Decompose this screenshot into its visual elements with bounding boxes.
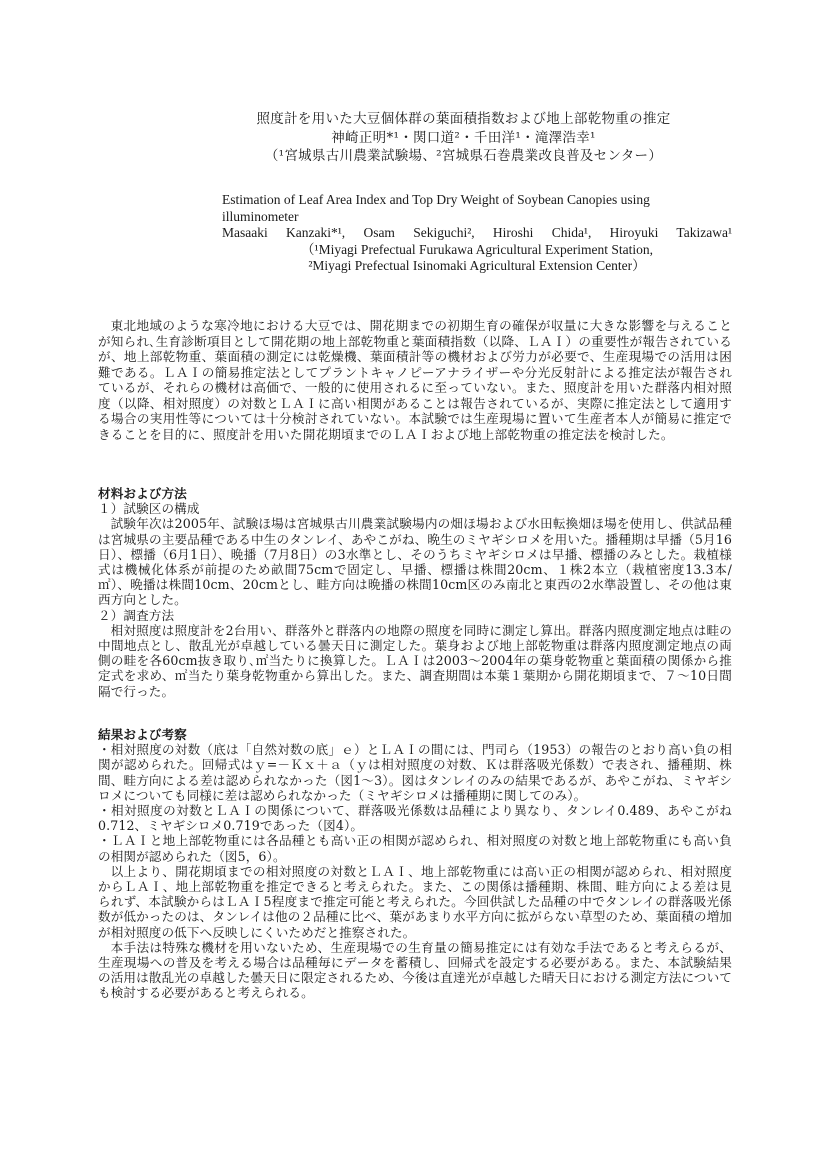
- introduction: [98, 318, 732, 442]
- japanese-authors: 神崎正明*¹・関口道²・千田洋¹・滝澤浩幸¹: [331, 129, 596, 146]
- methods-heading: 材料および方法: [98, 486, 187, 501]
- results-heading: 結果および考察: [98, 727, 187, 742]
- results-bullet-3: ・ＬＡＩと地上部乾物重には各品種とも高い正の相関が認められ、相対照度の対数と地上部乾物重にも高い負の相関が認められた（図5，6）。: [98, 833, 732, 864]
- results-paragraph-1: 以上より、開花期頃までの相対照度の対数とＬＡＩ、地上部乾物重には高い正の相関が認められ、相対照度からＬＡＩ、地上部乾物重を推定できると考えられた。また、この関係は播種期、株間、畦方向による差は見られず、本試験からはＬＡＩ5程度まで推定可能と考えられた。今回供試した品種の中でタンレイの群落吸光係数が低かったのは、タンレイは他の２品種に比べ、葉があまり水平方向に拡がらない草型のため、葉面積の増加が相対照度の低下へ反映しにくいためだと推察された。: [98, 863, 732, 940]
- japanese-title: 照度計を用いた大豆個体群の葉面積指数および地上部乾物重の推定: [256, 111, 671, 127]
- english-affiliation-2: ²Miyagi Prefectual Isinomaki Agricultural Extension Center）: [308, 258, 646, 273]
- english-title-line1: Estimation of Leaf Area Index and Top Dry Weight of Soybean Canopies using: [222, 192, 650, 207]
- introduction-text: 東北地域のような寒冷地における大豆では、開花期までの初期生育の確保が収量に大きな影響を与えることが知られ､生育診断項目として開花期の地上部乾物重と葉面積指数（以降、ＬＡＩ）の重要性が報告されているが、地上部乾物重、葉面積の測定には乾燥機、葉面積計等の機材および労力が必要で、生産現場での活用は困難である。ＬＡＩの簡易推定法としてプラントキャノピーアナライザーや分光反射計による推定法が報告されているが、それらの機材は高価で、一般的に使用されるに至っていない。また、照度計を用いた群落内相対照度（以降、相対照度）の対数とＬＡＩに高い相関があることは報告されているが、実際に推定法として適用する場合の実用性等については十分検討されていない。本試験では生産現場に置いて生産者本人が簡易に推定できることを目的に、照度計を用いた開花期頃までのＬＡＩおよび地上部乾物重の推定法を検討した。: [98, 318, 732, 442]
- japanese-affiliation: （¹宮城県古川農業試験場、²宮城県石巻農業改良普及センター）: [264, 148, 663, 164]
- english-affiliation-1: （¹Miyagi Prefectual Furukawa Agricultural Experiment Station,: [301, 241, 653, 257]
- methods-section: [98, 486, 732, 699]
- results-section: [98, 727, 732, 1001]
- english-title-block: [222, 192, 732, 275]
- english-title-line2: illuminometer: [222, 208, 299, 224]
- methods-subheading-2: ２）調査方法: [98, 607, 175, 623]
- methods-subheading-1: １）試験区の構成: [98, 501, 200, 517]
- methods-paragraph-2: 相対照度は照度計を2台用い、群落外と群落内の地際の照度を同時に測定し算出。群落内照度測定地点は畦の中間地点とし、散乱光が卓越している曇天日に測定した。葉身および地上部乾物重は群落内照度測定地点の両側の畦を各60cm抜き取り､㎡当たりに換算した。ＬＡＩは2003～2004年の葉身乾物重と葉面積の関係から推定式を求め、㎡当たり葉身乾物重から算出した。また、調査期間は本葉１葉期から開花期頃まで、７～10日間隔で行った。: [98, 622, 732, 699]
- results-bullet-2: ・相対照度の対数とＬＡＩの関係について、群落吸光係数は品種により異なり、タンレイ0.489、あやこがね0.712、ミヤギシロメ0.719であった（図4）。: [98, 803, 732, 834]
- results-bullet-1: ・相対照度の対数（底は「自然対数の底」ｅ）とＬＡＩの間には、門司ら（1953）の報告のとおり高い負の相関が認められた。回帰式はｙ=－Ｋｘ＋ａ（ｙは相対照度の対数、Ｋは群落吸光係数）で表され、播種期、株間、畦方向による差は認められなかった（図1～3）。図はタンレイのみの結果であるが、あやこがね、ミヤギシロメについても同様に差は認められなかった（ミヤギシロメは播種期に関してのみ）。: [98, 742, 732, 803]
- results-paragraph-2: 本手法は特殊な機材を用いないため、生産現場での生育量の簡易推定には有効な手法であると考えらるが、生産現場への普及を考える場合は品種毎にデータを蓄積し、回帰式を設定する必要がある。また、本試験結果の活用は散乱光の卓越した曇天日に限定されるため、今後は直達光が卓越した晴天日における測定方法についても検討する必要があると考えられる。: [98, 939, 732, 1001]
- english-authors: Masaaki Kanzaki*¹, Osam Sekiguchi², Hiroshi Chida¹, Hiroyuki Takizawa¹: [222, 225, 732, 240]
- methods-paragraph-1: 試験年次は2005年、試験ほ場は宮城県古川農業試験場内の畑ほ場および水田転換畑ほ場を使用し、供試品種は宮城県の主要品種である中生のタンレイ、あやこがね、晩生のミヤギシロメを用いた。播種期は早播（5月16日）、標播（6月1日）、晩播（7月8日）の3水準とし、そのうちミヤギシロメは早播、標播のみとした。栽植様式は機械化体系が前提のため畝間75cmで固定し、早播、標播は株間20cm、１株2本立（栽植密度13.3本/㎡）、晩播は株間10cm、20cmとし、畦方向は晩播の株間10cm区のみ南北と東西の2水準設置し、その他は東西方向とした。: [98, 516, 732, 608]
- japanese-title-block: [100, 110, 827, 166]
